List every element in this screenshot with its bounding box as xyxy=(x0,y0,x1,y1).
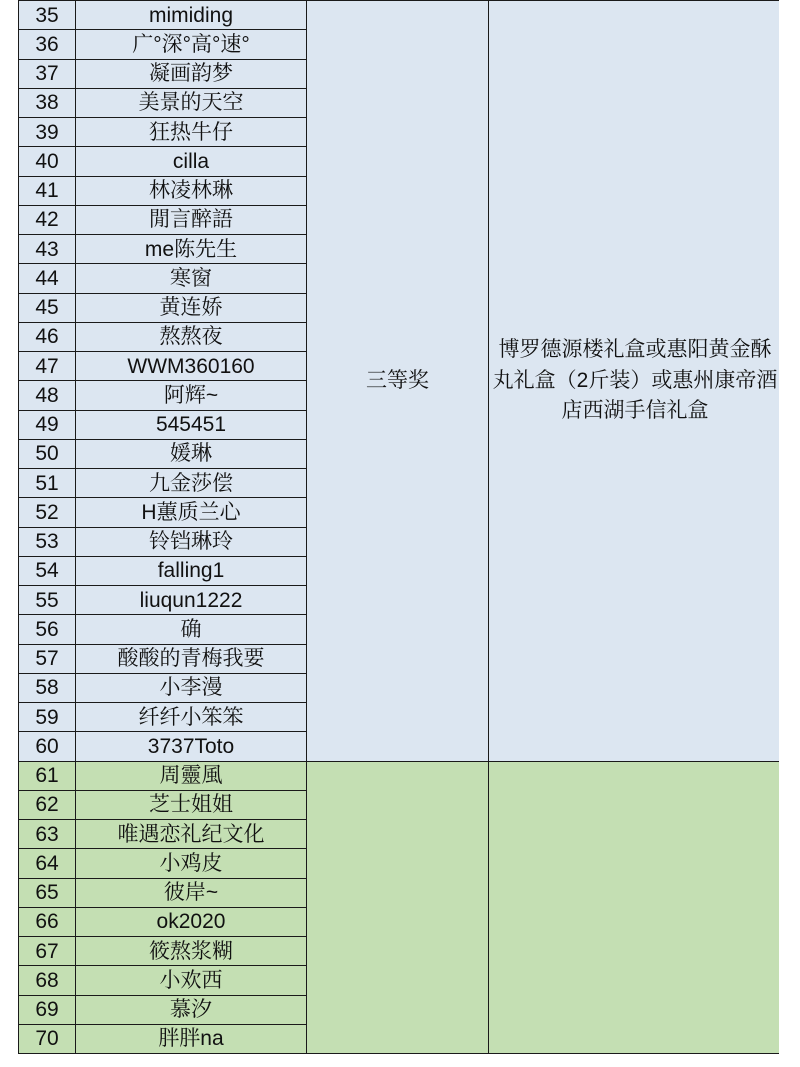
winner-name-cell: 小鸡皮 xyxy=(76,849,307,878)
row-number-cell: 56 xyxy=(19,615,76,644)
row-number-cell: 65 xyxy=(19,878,76,907)
row-number-cell: 63 xyxy=(19,820,76,849)
prize-tier-cell: 三等奖 xyxy=(307,1,489,762)
row-number-cell: 48 xyxy=(19,381,76,410)
winner-name-cell: 胖胖na xyxy=(76,1024,307,1053)
row-number-cell: 50 xyxy=(19,439,76,468)
row-number-cell: 40 xyxy=(19,147,76,176)
winner-name-cell: 广°深°高°速° xyxy=(76,30,307,59)
winner-name-cell: 媛琳 xyxy=(76,439,307,468)
winner-name-cell: WWM360160 xyxy=(76,352,307,381)
winner-name-cell: 唯遇恋礼纪文化 xyxy=(76,820,307,849)
winner-name-cell: liuqun1222 xyxy=(76,586,307,615)
winners-table xyxy=(18,0,779,1054)
table-row xyxy=(19,761,780,790)
row-number-cell: 58 xyxy=(19,673,76,702)
row-number-cell: 59 xyxy=(19,703,76,732)
winner-name-cell: 九金莎偿 xyxy=(76,469,307,498)
row-number-cell: 53 xyxy=(19,527,76,556)
row-number-cell: 37 xyxy=(19,59,76,88)
winner-name-cell: 阿辉~ xyxy=(76,381,307,410)
winner-name-cell: 美景的天空 xyxy=(76,88,307,117)
winner-name-cell: ok2020 xyxy=(76,907,307,936)
winners-sheet xyxy=(18,0,779,1067)
winner-name-cell: 小欢西 xyxy=(76,966,307,995)
row-number-cell: 35 xyxy=(19,1,76,30)
winner-name-cell: 彼岸~ xyxy=(76,878,307,907)
row-number-cell: 68 xyxy=(19,966,76,995)
winner-name-cell: 凝画韵梦 xyxy=(76,59,307,88)
winner-name-cell: 545451 xyxy=(76,410,307,439)
winner-name-cell: falling1 xyxy=(76,556,307,585)
row-number-cell: 38 xyxy=(19,88,76,117)
row-number-cell: 43 xyxy=(19,235,76,264)
row-number-cell: 51 xyxy=(19,469,76,498)
winner-name-cell: 铃铛琳玲 xyxy=(76,527,307,556)
winner-name-cell: 确 xyxy=(76,615,307,644)
winner-name-cell: 寒窗 xyxy=(76,264,307,293)
row-number-cell: 62 xyxy=(19,790,76,819)
row-number-cell: 57 xyxy=(19,644,76,673)
row-number-cell: 45 xyxy=(19,293,76,322)
table-row xyxy=(19,1,780,30)
row-number-cell: 69 xyxy=(19,995,76,1024)
row-number-cell: 67 xyxy=(19,937,76,966)
row-number-cell: 66 xyxy=(19,907,76,936)
winner-name-cell: mimiding xyxy=(76,1,307,30)
row-number-cell: 64 xyxy=(19,849,76,878)
row-number-cell: 46 xyxy=(19,322,76,351)
row-number-cell: 60 xyxy=(19,732,76,761)
row-number-cell: 41 xyxy=(19,176,76,205)
winner-name-cell: H蕙质兰心 xyxy=(76,498,307,527)
prize-description-cell xyxy=(489,761,780,1054)
row-number-cell: 70 xyxy=(19,1024,76,1053)
winner-name-cell: 筱熬浆糊 xyxy=(76,937,307,966)
row-number-cell: 54 xyxy=(19,556,76,585)
winner-name-cell: 閒言醉語 xyxy=(76,205,307,234)
winner-name-cell: 林凌林琳 xyxy=(76,176,307,205)
winner-name-cell: 狂热牛仔 xyxy=(76,118,307,147)
row-number-cell: 39 xyxy=(19,118,76,147)
winner-name-cell: 小李漫 xyxy=(76,673,307,702)
winner-name-cell: 周靈風 xyxy=(76,761,307,790)
row-number-cell: 42 xyxy=(19,205,76,234)
row-number-cell: 44 xyxy=(19,264,76,293)
table-body xyxy=(19,1,780,1054)
winner-name-cell: 3737Toto xyxy=(76,732,307,761)
prize-description-cell: 博罗德源楼礼盒或惠阳黄金酥丸礼盒（2斤装）或惠州康帝酒店西湖手信礼盒 xyxy=(489,1,780,762)
winner-name-cell: 黄连娇 xyxy=(76,293,307,322)
row-number-cell: 47 xyxy=(19,352,76,381)
row-number-cell: 36 xyxy=(19,30,76,59)
winner-name-cell: me陈先生 xyxy=(76,235,307,264)
row-number-cell: 61 xyxy=(19,761,76,790)
winner-name-cell: 酸酸的青梅我要 xyxy=(76,644,307,673)
row-number-cell: 49 xyxy=(19,410,76,439)
winner-name-cell: 慕汐 xyxy=(76,995,307,1024)
winner-name-cell: cilla xyxy=(76,147,307,176)
winner-name-cell: 芝士姐姐 xyxy=(76,790,307,819)
winner-name-cell: 纤纤小笨笨 xyxy=(76,703,307,732)
prize-tier-cell xyxy=(307,761,489,1054)
row-number-cell: 52 xyxy=(19,498,76,527)
winner-name-cell: 熬熬夜 xyxy=(76,322,307,351)
row-number-cell: 55 xyxy=(19,586,76,615)
